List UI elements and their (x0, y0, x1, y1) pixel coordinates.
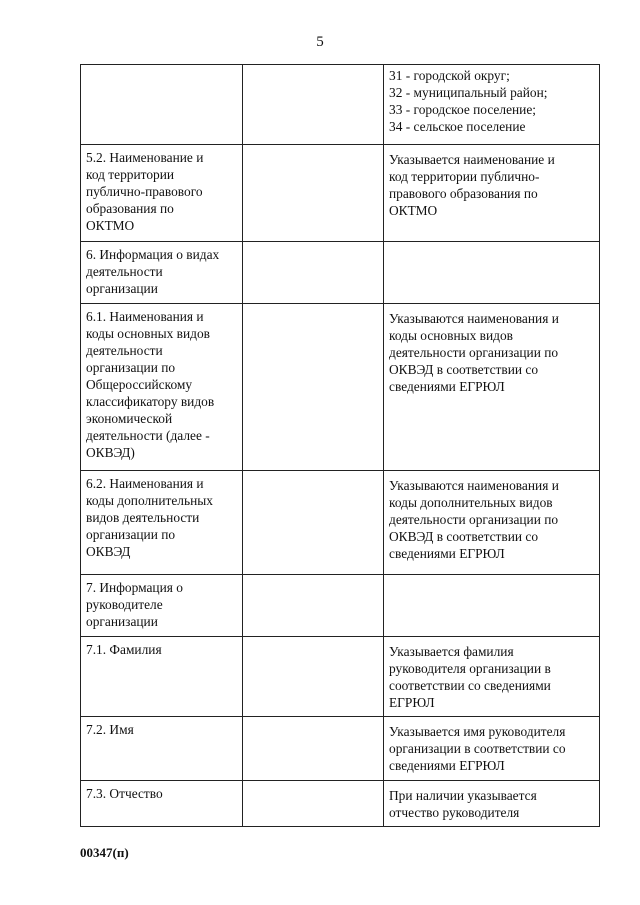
field-note-cell: Указывается имя руководителя организации в соответствии со сведениями ЕГРЮЛ (384, 717, 600, 781)
field-name-cell: 7.1. Фамилия (81, 637, 243, 717)
field-name-cell: 6. Информация о видах деятельности организации (81, 242, 243, 304)
field-note-cell: 31 - городской округ; 32 - муниципальный район; 33 - городское поселение; 34 - сельское поселение (384, 65, 600, 145)
field-note-cell: При наличии указывается отчество руководителя (384, 781, 600, 827)
table-row (81, 471, 600, 575)
field-note-cell: Указываются наименования и коды основных видов деятельности организации по ОКВЭД в соответствии со сведениями ЕГРЮЛ (384, 304, 600, 471)
field-note-cell (384, 242, 600, 304)
field-note-cell: Указывается фамилия руководителя организации в соответствии со сведениями ЕГРЮЛ (384, 637, 600, 717)
field-name-cell: 7.3. Отчество (81, 781, 243, 827)
field-value-cell (243, 471, 384, 575)
field-name-cell: 7.2. Имя (81, 717, 243, 781)
document-code: 00347(п) (80, 845, 129, 860)
table-row (81, 575, 600, 637)
table-row (81, 637, 600, 717)
table-row (81, 781, 600, 827)
field-name-cell: 5.2. Наименование и код территории публично-правового образования по ОКТМО (81, 145, 243, 242)
field-value-cell (243, 575, 384, 637)
form-table (80, 64, 600, 827)
field-name-cell (81, 65, 243, 145)
field-note-cell: Указываются наименования и коды дополнительных видов деятельности организации по ОКВЭД в соответствии со сведениями ЕГРЮЛ (384, 471, 600, 575)
field-value-cell (243, 145, 384, 242)
field-note-cell (384, 575, 600, 637)
field-name-cell: 7. Информация о руководителе организации (81, 575, 243, 637)
field-value-cell (243, 637, 384, 717)
field-value-cell (243, 242, 384, 304)
field-value-cell (243, 781, 384, 827)
field-value-cell (243, 65, 384, 145)
table-row (81, 145, 600, 242)
table-row (81, 65, 600, 145)
table-row (81, 304, 600, 471)
table-row (81, 717, 600, 781)
field-name-cell: 6.2. Наименования и коды дополнительных видов деятельности организации по ОКВЭД (81, 471, 243, 575)
field-value-cell (243, 304, 384, 471)
table-row (81, 242, 600, 304)
page-number: 5 (316, 34, 324, 50)
field-note-cell: Указывается наименование и код территории публично- правового образования по ОКТМО (384, 145, 600, 242)
field-value-cell (243, 717, 384, 781)
field-name-cell: 6.1. Наименования и коды основных видов деятельности организации по Общероссийскому классификатору видов экономической деятельности (далее - ОКВЭД) (81, 304, 243, 471)
